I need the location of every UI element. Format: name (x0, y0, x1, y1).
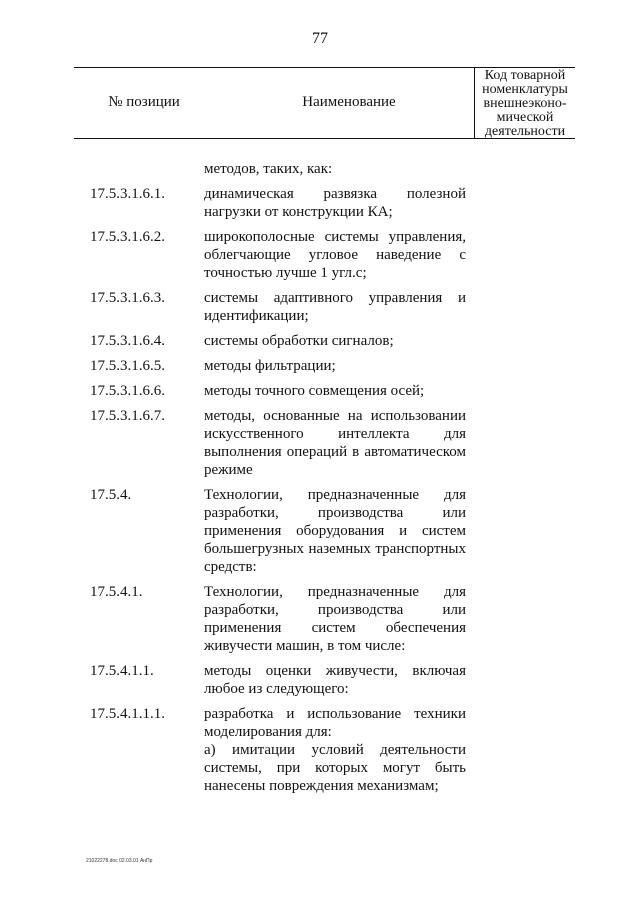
row-paragraph: методов, таких, как: (204, 161, 333, 177)
table-row (90, 357, 470, 375)
row-position: 17.5.3.1.6.3. (90, 290, 165, 306)
row-text (204, 357, 466, 375)
table-row (90, 662, 470, 698)
row-paragraph: а) имитации условий деятельности системы, при которых могут быть нанесены повреждения механизмам; (204, 742, 466, 794)
row-paragraph: методы фильтрации; (204, 358, 336, 374)
table-row (90, 583, 470, 655)
row-position: 17.5.3.1.6.2. (90, 229, 165, 245)
header-code (475, 69, 575, 139)
row-text (204, 382, 466, 400)
row-paragraph: методы, основанные на использовании искусственного интеллекта для выполнения операций в автоматическом режиме (204, 408, 466, 478)
table-row (90, 228, 470, 282)
row-text (204, 228, 466, 282)
row-text (204, 662, 466, 698)
row-text (204, 407, 466, 479)
row-position: 17.5.3.1.6.4. (90, 333, 165, 349)
row-position (90, 160, 204, 178)
row-paragraph: Технологии, предназначенные для разработки, производства или применения систем обеспечения живучести машин, в том числе: (204, 584, 466, 654)
row-paragraph: системы обработки сигналов; (204, 333, 394, 349)
row-text (204, 185, 466, 221)
row-position: 17.5.4.1.1.1. (90, 706, 165, 722)
row-position: 17.5.3.1.6.5. (90, 358, 165, 374)
row-paragraph: разработка и использование техники моделирования для: (204, 706, 466, 740)
row-paragraph: системы адаптивного управления и идентификации; (204, 290, 466, 324)
header-position: № позиции (108, 94, 180, 110)
row-position: 17.5.3.1.6.1. (90, 186, 165, 202)
table-row (90, 486, 470, 576)
row-paragraph: динамическая развязка полезной нагрузки от конструкции КА; (204, 186, 466, 220)
footer-file-reference: 21022278.doc 02.03.01 АнПр (86, 858, 153, 864)
row-paragraph: Технологии, предназначенные для разработки, производства или применения оборудования и систем большегрузных наземных транспортных средств: (204, 487, 466, 575)
header-name: Наименование (302, 94, 396, 110)
row-position: 17.5.3.1.6.7. (90, 408, 165, 424)
header-code-line: деятельности (484, 124, 566, 139)
header-code-line: Код товарной (484, 68, 566, 83)
table-row (90, 185, 470, 221)
row-paragraph: широкополосные системы управления, облегчающие угловое наведение с точностью лучше 1 угл.с; (204, 229, 466, 281)
row-text (204, 160, 466, 178)
header-code-line: мической (496, 110, 554, 125)
table-row (90, 289, 470, 325)
header-code-line: номенклатуры (482, 82, 568, 97)
table-row (90, 160, 470, 178)
table-body (90, 160, 470, 802)
table-row (90, 332, 470, 350)
table-header (74, 67, 575, 139)
row-position: 17.5.4.1.1. (90, 663, 154, 679)
header-code-line: внешнеэконо- (483, 96, 567, 111)
table-row (90, 705, 470, 795)
row-paragraph: методы точного совмещения осей; (204, 383, 425, 399)
row-text (204, 332, 466, 350)
row-text (204, 289, 466, 325)
row-position: 17.5.3.1.6.6. (90, 383, 165, 399)
page-number: 77 (312, 30, 328, 47)
table-row (90, 407, 470, 479)
row-position: 17.5.4. (90, 487, 132, 503)
row-position: 17.5.4.1. (90, 584, 143, 600)
row-text (204, 486, 466, 576)
row-text (204, 705, 466, 795)
table-row (90, 382, 470, 400)
row-paragraph: методы оценки живучести, включая любое из следующего: (204, 663, 466, 697)
row-text (204, 583, 466, 655)
